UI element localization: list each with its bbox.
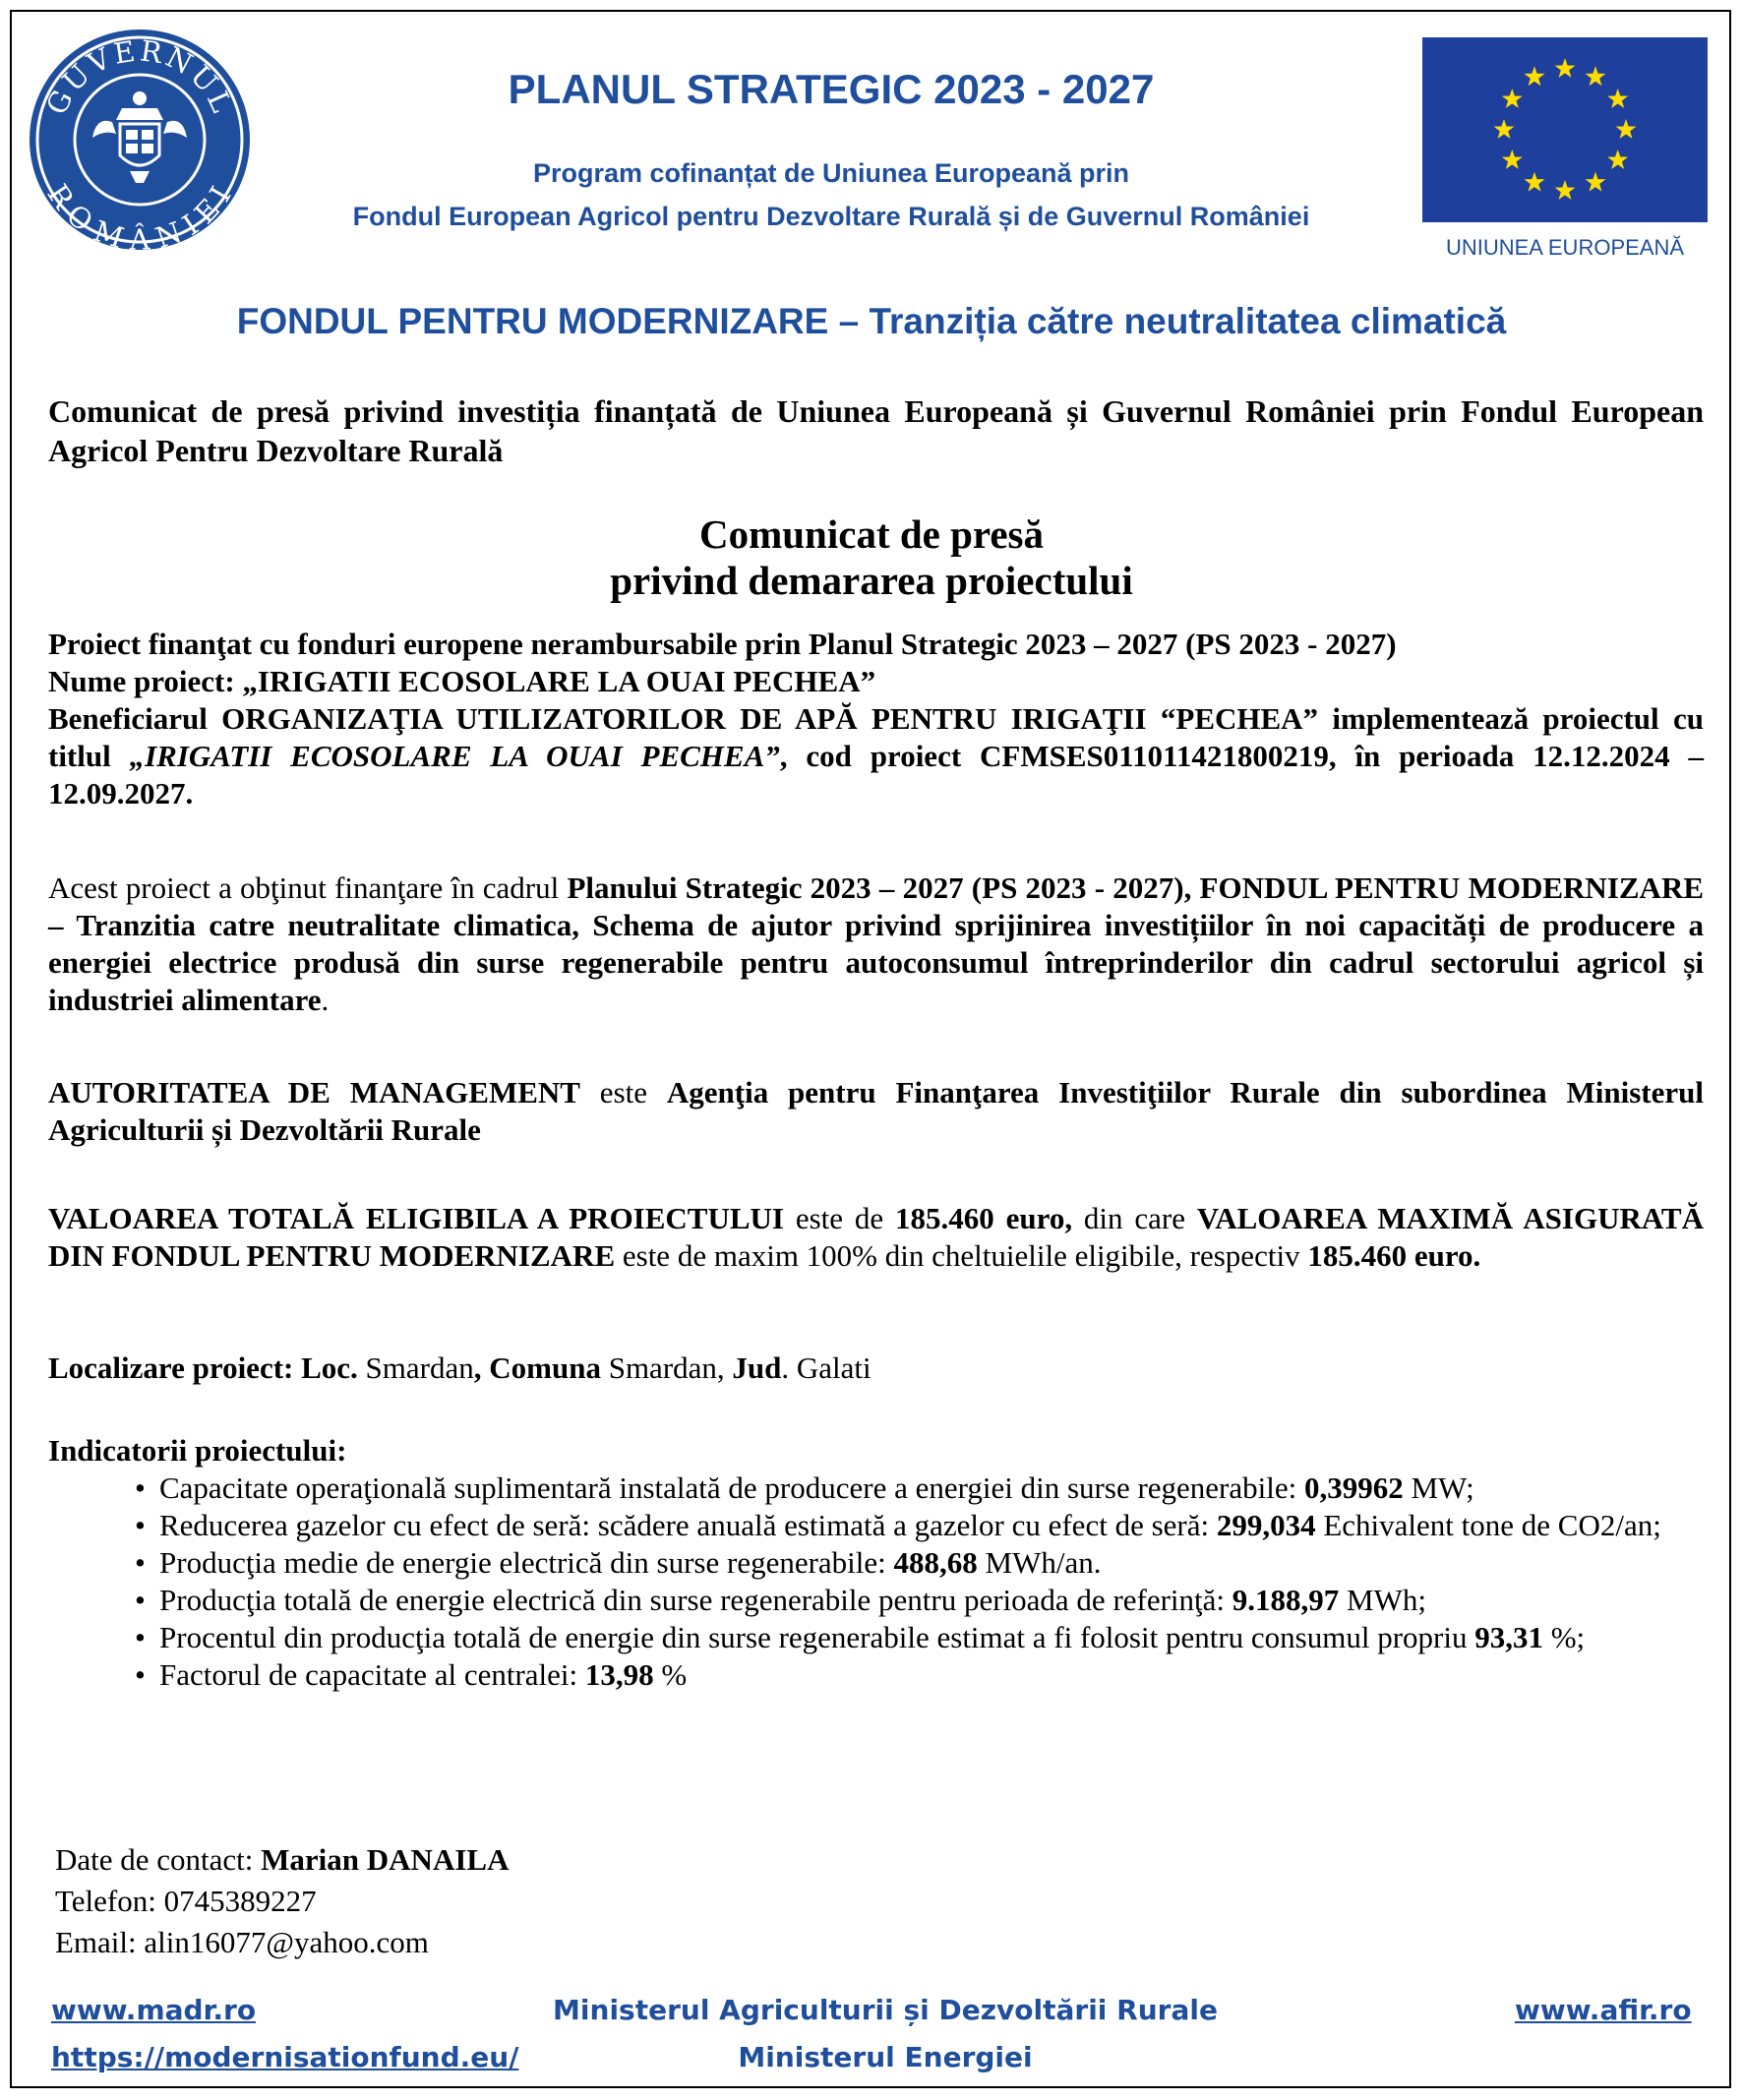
indicator-item: [48, 1507, 1704, 1544]
indicator-unit: %: [653, 1657, 688, 1692]
project-beneficiary-line: [48, 700, 1704, 812]
contact-email-line: [55, 1924, 429, 1961]
project-financing-line: Proiect finanţat cu fonduri europene nerambursabile prin Planul Strategic 2023 – 2027 (PS 2023 - 2027): [48, 627, 1397, 661]
indicator-item: [48, 1582, 1704, 1619]
value-amount-total: 185.460 euro,: [895, 1201, 1073, 1235]
location-comuna-label: , Comuna: [473, 1350, 601, 1385]
indicator-value: 13,98: [584, 1657, 654, 1692]
ministry-agriculture: Ministerul Agriculturii și Dezvoltării Rurale: [553, 1994, 1218, 2026]
indicator-value: 0,39962: [1303, 1470, 1404, 1505]
indicator-value: 299,034: [1216, 1508, 1316, 1542]
contact-phone-line: [55, 1883, 317, 1920]
indicator-text: Factorul de capacitate al centralei:: [159, 1657, 585, 1692]
indicator-value: 488,68: [893, 1545, 978, 1580]
authority-paragraph: [48, 1074, 1704, 1149]
financing-suffix: .: [321, 983, 330, 1017]
beneficiary-project-title: „IRIGATII ECOSOLARE LA OUAI PECHEA”: [129, 739, 780, 773]
value-text-3: este de maxim 100% din cheltuielile eligibile, respectiv: [615, 1238, 1308, 1273]
modernisation-fund-link[interactable]: https://modernisationfund.eu/: [51, 2041, 519, 2073]
indicator-item: [48, 1544, 1704, 1582]
location-loc: Smardan: [357, 1350, 474, 1385]
indicators-list: [48, 1470, 1704, 1694]
plan-title: PLANUL STRATEGIC 2023 - 2027: [508, 66, 1155, 112]
indicator-unit: MWh/an.: [977, 1545, 1102, 1580]
indicator-text: Procentul din producţia totală de energie din surse regenerabile estimat a fi folosit pentru consumul propriu: [159, 1620, 1475, 1654]
beneficiary-suffix: , cod proiect CFMSES011011421800219, în perioada 12.12.2024 – 12.09.2027.: [48, 739, 1704, 810]
program-line-1: Program cofinanțat de Uniunea Europeană prin: [532, 158, 1130, 188]
project-block: [48, 626, 1704, 812]
beneficiary-prefix: Beneficiarul ORGANIZAŢIA UTILIZATORILOR DE APĂ PENTRU IRIGAŢII “PECHEA” implementează proiectul cu titlul: [48, 701, 1704, 773]
seal-text-top: GUVERNUL: [39, 33, 240, 120]
indicator-item: [48, 1619, 1704, 1656]
ministry-energy: Ministerul Energiei: [738, 2041, 1033, 2073]
financing-program: Planului Strategic 2023 – 2027 (PS 2023 - 2027), FONDUL PENTRU MODERNIZARE – Tranzitia catre neutralitate climatica, Schema de ajutor privind sprijinirea investițiilor în noi capacități de producere a energiei electrice produsă din surse regenerabile pentru autoconsumul întreprinderilor din cadrul sectorului agricol și industriei alimentare: [48, 870, 1705, 1017]
indicator-value: 9.188,97: [1232, 1583, 1340, 1617]
indicator-item: [48, 1656, 1704, 1694]
bullet-icon: •: [135, 1583, 146, 1617]
value-text-2: din care: [1072, 1201, 1197, 1235]
phone-value: 0745389227: [163, 1884, 317, 1918]
bullet-icon: •: [135, 1657, 146, 1692]
authority-value: Agenţia pentru Finanţarea Investiţiilor Rurale din subordinea Ministerul Agriculturii și Dezvoltării Rurale: [48, 1075, 1705, 1147]
indicator-unit: MW;: [1403, 1470, 1474, 1505]
indicator-unit: %;: [1542, 1620, 1586, 1654]
indicator-unit: Echivalent tone de CO2/an;: [1315, 1508, 1661, 1542]
afir-link[interactable]: www.afir.ro: [1515, 1994, 1692, 2026]
eu-flag-logo: [1422, 37, 1708, 222]
project-name-line: Nume proiect: „IRIGATII ECOSOLARE LA OUAI PECHEA”: [48, 664, 876, 698]
bullet-icon: •: [135, 1470, 146, 1505]
indicator-item: [48, 1470, 1704, 1507]
location-line: [48, 1350, 1704, 1387]
press-title-1: Comunicat de presă: [698, 511, 1045, 557]
bullet-icon: •: [135, 1545, 146, 1580]
indicator-text: Producţia medie de energie electrică din surse regenerabile:: [159, 1545, 894, 1580]
contact-name: Marian DANAILA: [261, 1842, 510, 1877]
indicator-text: Reducerea gazelor cu efect de seră: scădere anuală estimată a gazelor cu efect de seră:: [159, 1508, 1217, 1542]
indicators-title: Indicatorii proiectului:: [48, 1433, 347, 1468]
contact-name-line: [55, 1841, 509, 1879]
value-label: VALOAREA TOTALĂ ELIGIBILA A PROIECTULUI: [48, 1201, 784, 1235]
location-jud-label: Jud: [732, 1350, 782, 1385]
financing-prefix: Acest proiect a obţinut finanţare în cadrul: [48, 870, 568, 905]
email-label: Email:: [55, 1925, 145, 1959]
value-amount-max: 185.460 euro.: [1307, 1238, 1481, 1273]
bullet-icon: •: [135, 1508, 146, 1542]
value-paragraph: [48, 1200, 1704, 1275]
government-seal-logo: [28, 28, 252, 252]
eu-label: UNIUNEA EUROPEANĂ: [1445, 235, 1685, 260]
location-label: Localizare proiect: Loc.: [48, 1350, 358, 1385]
press-title-2: privind demararea proiectului: [610, 558, 1133, 603]
authority-mid: este: [579, 1075, 667, 1110]
financing-paragraph: [48, 870, 1704, 1019]
indicator-text: Producţia totală de energie electrică din surse regenerabile pentru perioada de referinţă:: [159, 1583, 1232, 1617]
bullet-icon: •: [135, 1620, 146, 1654]
indicator-text: Capacitate operaţională suplimentară instalată de producere a energiei din surse regenerabile:: [159, 1470, 1304, 1505]
phone-label: Telefon:: [55, 1884, 164, 1918]
location-comuna: Smardan,: [600, 1350, 733, 1385]
value-text-1: este de: [784, 1201, 896, 1235]
program-line-2: Fondul European Agricol pentru Dezvoltare Rurală și de Guvernul României: [352, 202, 1310, 231]
fund-title: FONDUL PENTRU MODERNIZARE – Tranziția către neutralitatea climatică: [236, 301, 1507, 341]
indicator-value: 93,31: [1474, 1620, 1543, 1654]
madr-link[interactable]: www.madr.ro: [51, 1994, 257, 2026]
location-jud: . Galati: [781, 1350, 872, 1385]
seal-text-bottom: ROMÂNIEI: [40, 178, 240, 252]
indicator-unit: MWh;: [1339, 1583, 1426, 1617]
contact-label: Date de contact:: [55, 1842, 262, 1877]
email-value: alin16077@yahoo.com: [144, 1925, 429, 1959]
press-intro: Comunicat de presă privind investiția finanțată de Uniunea Europeană și Guvernul României prin Fondul European Agricol Pentru Dezvoltare Rurală: [48, 393, 1704, 468]
value-label-max: VALOAREA MAXIMĂ ASIGURATĂ DIN FONDUL PENTRU MODERNIZARE: [48, 1201, 1704, 1273]
authority-label: AUTORITATEA DE MANAGEMENT: [48, 1075, 580, 1110]
